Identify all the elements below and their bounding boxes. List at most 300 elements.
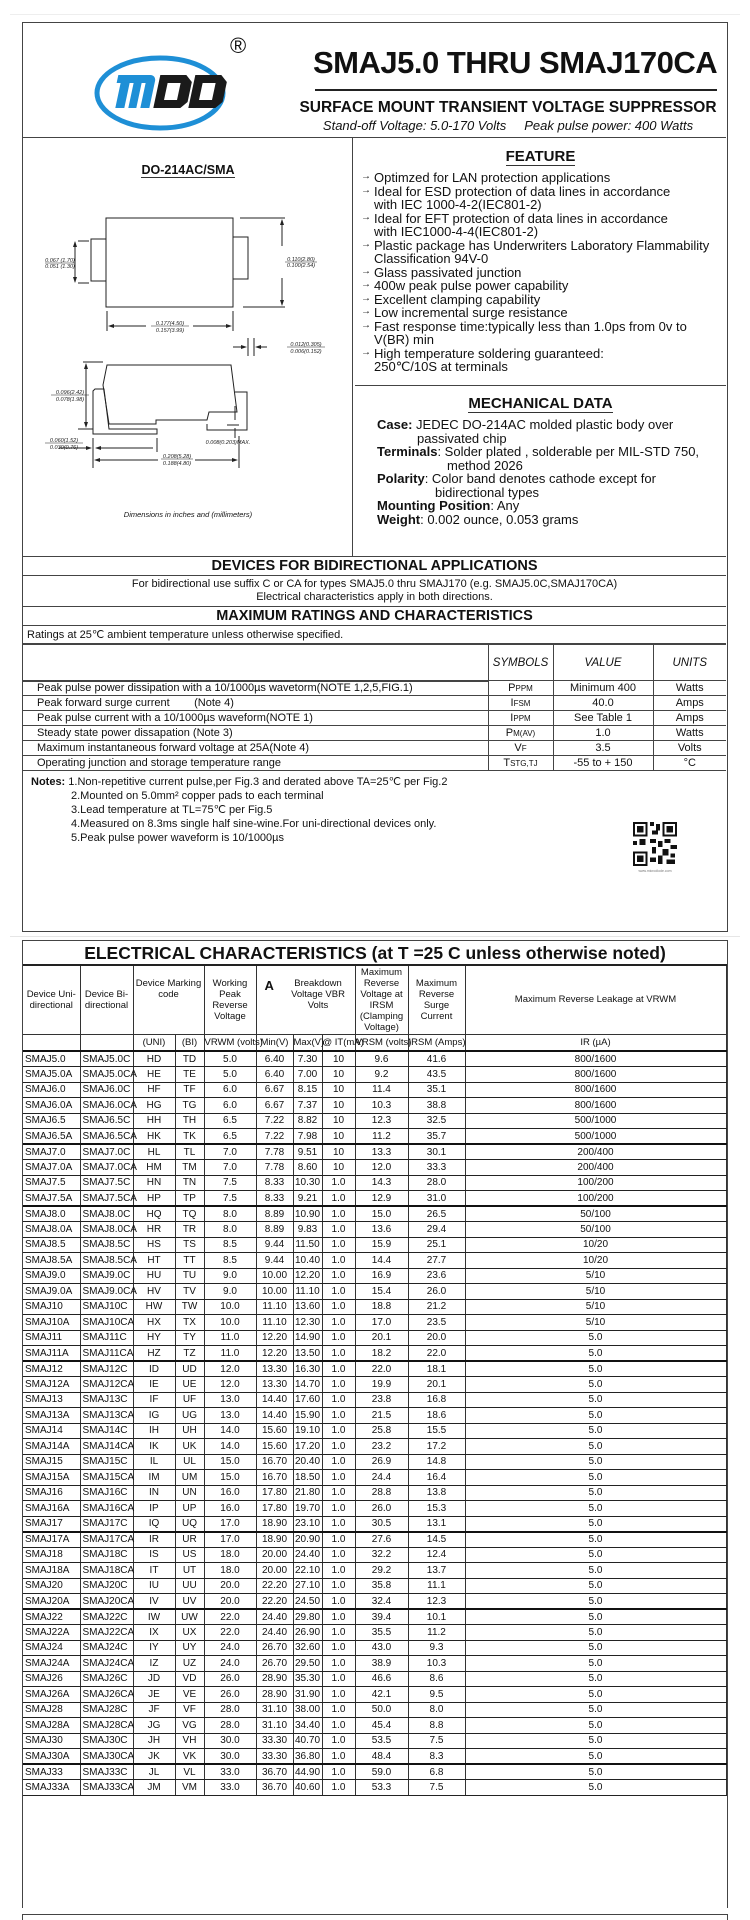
table-cell: SMAJ26C — [80, 1671, 133, 1687]
table-cell: 15.0 — [355, 1206, 408, 1222]
table-cell: 36.70 — [256, 1764, 293, 1780]
table-cell: 10/20 — [465, 1253, 726, 1269]
table-cell: 28.0 — [408, 1175, 465, 1191]
table-cell: VH — [175, 1733, 204, 1749]
table-row — [23, 1671, 726, 1687]
table-cell: HQ — [133, 1206, 175, 1222]
table-cell: 16.0 — [204, 1485, 256, 1501]
table-cell: 11.2 — [355, 1129, 408, 1145]
table-cell: 5.0 — [465, 1671, 726, 1687]
table-cell: 1.0 — [322, 1563, 355, 1579]
table-cell: 10 — [322, 1113, 355, 1129]
table-cell: SMAJ10CA — [80, 1315, 133, 1331]
dimensions-note: Dimensions in inches and (millimeters) — [123, 510, 253, 519]
title-underline — [315, 89, 717, 91]
table-cell: UT — [175, 1563, 204, 1579]
table-cell: 24.50 — [293, 1594, 322, 1610]
table-cell: TT — [175, 1253, 204, 1269]
table-cell: SMAJ33A — [23, 1780, 80, 1796]
feature-item: → Excellent clamping capability — [361, 293, 726, 307]
table-cell: SMAJ6.5 — [23, 1113, 80, 1129]
table-cell: 8.0 — [204, 1206, 256, 1222]
table-cell: 800/1600 — [465, 1051, 726, 1067]
spec-polarity: Polarity: Color band denotes cathode except for — [377, 471, 656, 486]
table-row — [23, 1299, 726, 1315]
table-cell: 29.2 — [355, 1563, 408, 1579]
table-cell: HF — [133, 1082, 175, 1098]
table-cell: 8.82 — [293, 1113, 322, 1129]
table-cell: 10 — [322, 1082, 355, 1098]
table-cell: SMAJ7.5C — [80, 1175, 133, 1191]
registered-mark: ® — [230, 33, 247, 58]
table-cell: UG — [175, 1408, 204, 1424]
table-row — [23, 1222, 726, 1238]
table-cell: 7.22 — [256, 1129, 293, 1145]
table-cell: 59.0 — [355, 1764, 408, 1780]
table-cell: 35.8 — [355, 1578, 408, 1594]
table-cell: 32.5 — [408, 1113, 465, 1129]
table-cell: 1.0 — [322, 1330, 355, 1346]
table-cell: 8.33 — [256, 1191, 293, 1207]
table-cell: SMAJ9.0 — [23, 1268, 80, 1284]
table-cell: 26.70 — [256, 1640, 293, 1656]
table-cell: IG — [133, 1408, 175, 1424]
table-cell: HY — [133, 1330, 175, 1346]
table-cell: 9.51 — [293, 1144, 322, 1160]
table-cell: 30.0 — [204, 1749, 256, 1765]
electrical-characteristics-heading: ELECTRICAL CHARACTERISTICS (at T =25 C unless otherwise noted) — [23, 941, 727, 966]
table-cell: JM — [133, 1780, 175, 1796]
table-cell: 21.2 — [408, 1299, 465, 1315]
table-cell: 41.6 — [408, 1051, 465, 1067]
table-cell: 29.50 — [293, 1656, 322, 1672]
table-cell: 32.2 — [355, 1547, 408, 1563]
table-cell: VE — [175, 1687, 204, 1703]
table-cell: 10.3 — [408, 1656, 465, 1672]
table-cell: 8.0 — [408, 1702, 465, 1718]
table-cell: SMAJ7.5A — [23, 1191, 80, 1207]
table-cell: TX — [175, 1315, 204, 1331]
ratings-row: Operating junction and storage temperature range TSTG,TJ -55 to + 150 °C — [23, 756, 726, 771]
table-cell: 29.4 — [408, 1222, 465, 1238]
table-cell: 11.2 — [408, 1625, 465, 1641]
table-cell: SMAJ6.0A — [23, 1098, 80, 1114]
dim-lead-width-min: 0.051 (1.30) — [45, 264, 75, 270]
table-row — [23, 1640, 726, 1656]
table-cell: IZ — [133, 1656, 175, 1672]
spec-mounting: Mounting Position: Any — [377, 498, 520, 513]
table-cell: 20.0 — [204, 1594, 256, 1610]
table-cell: 23.10 — [293, 1516, 322, 1532]
table-cell: UN — [175, 1485, 204, 1501]
dim-foot-length-max: 0.060(1.52) — [49, 438, 79, 444]
table-cell: 10 — [322, 1129, 355, 1145]
ratings-row: Maximum instantaneous forward voltage at 25A(Note 4) VF 3.5 Volts — [23, 741, 726, 756]
spec-weight: Weight: 0.002 ounce, 0.053 grams — [377, 511, 579, 527]
table-cell: 24.0 — [204, 1656, 256, 1672]
table-cell: 1.0 — [322, 1470, 355, 1486]
table-row — [23, 1315, 726, 1331]
table-cell: JG — [133, 1718, 175, 1734]
table-cell: 5.0 — [465, 1764, 726, 1780]
table-cell: 13.7 — [408, 1563, 465, 1579]
dim-height-min: 0.078(1.98) — [55, 397, 85, 403]
table-cell: SMAJ10A — [23, 1315, 80, 1331]
table-cell: 18.50 — [293, 1470, 322, 1486]
table-cell: IM — [133, 1470, 175, 1486]
table-cell: SMAJ6.0 — [23, 1082, 80, 1098]
table-cell: JF — [133, 1702, 175, 1718]
table-cell: 18.0 — [204, 1547, 256, 1563]
dim-body-length-max: 0.177(4.50) — [155, 321, 185, 327]
package-outline-diagram — [23, 138, 353, 556]
table-cell: 1.0 — [322, 1609, 355, 1625]
mechanical-data-panel — [355, 387, 726, 556]
table-cell: 7.30 — [293, 1051, 322, 1067]
table-cell: SMAJ22C — [80, 1609, 133, 1625]
bidirectional-heading: DEVICES FOR BIDIRECTIONAL APPLICATIONS — [23, 557, 726, 576]
table-cell: 5.0 — [465, 1423, 726, 1439]
table-cell: HK — [133, 1129, 175, 1145]
table-cell: 8.15 — [293, 1082, 322, 1098]
feature-item: → Ideal for EFT protection of data lines in accordance with IEC1000-4-4(IEC801-2) — [361, 212, 726, 239]
table-cell: 10 — [322, 1144, 355, 1160]
col-device-bi: Device Bi- directional — [80, 966, 133, 1034]
table-cell: 1.0 — [322, 1625, 355, 1641]
table-cell: IS — [133, 1547, 175, 1563]
table-cell: 13.30 — [256, 1361, 293, 1377]
table-cell: 10 — [322, 1160, 355, 1176]
package-drawing-panel — [23, 138, 353, 556]
table-cell: 26.0 — [408, 1284, 465, 1300]
product-subtitle: SURFACE MOUNT TRANSIENT VOLTAGE SUPPRESSOR — [299, 99, 717, 116]
table-cell: 5.0 — [465, 1470, 726, 1486]
table-cell: UW — [175, 1609, 204, 1625]
table-cell: 5.0 — [465, 1718, 726, 1734]
table-cell: ID — [133, 1361, 175, 1377]
table-cell: SMAJ14 — [23, 1423, 80, 1439]
table-row — [23, 1516, 726, 1532]
table-cell: 5.0 — [465, 1702, 726, 1718]
table-cell: 10 — [322, 1051, 355, 1067]
table-cell: TN — [175, 1175, 204, 1191]
table-cell: HV — [133, 1284, 175, 1300]
table-cell: 10.40 — [293, 1253, 322, 1269]
table-cell: UH — [175, 1423, 204, 1439]
note-item: 2.Mounted on 5.0mm² copper pads to each terminal — [71, 790, 324, 802]
table-cell: 6.8 — [408, 1764, 465, 1780]
dim-height-max: 0.096(2.42) — [55, 390, 85, 396]
table-cell: SMAJ9.0C — [80, 1268, 133, 1284]
table-cell: TG — [175, 1098, 204, 1114]
table-cell: 22.20 — [256, 1594, 293, 1610]
table-cell: 5.0 — [465, 1578, 726, 1594]
table-cell: SMAJ22CA — [80, 1625, 133, 1641]
table-cell: UZ — [175, 1656, 204, 1672]
table-cell: 24.40 — [256, 1625, 293, 1641]
page-top-separator — [10, 14, 740, 15]
table-cell: UF — [175, 1392, 204, 1408]
peak-pulse-power: Peak pulse power: 400 Watts — [524, 118, 694, 133]
table-cell: SMAJ14CA — [80, 1439, 133, 1455]
table-cell: 12.0 — [204, 1377, 256, 1393]
table-cell: IW — [133, 1609, 175, 1625]
table-cell: IV — [133, 1594, 175, 1610]
table-cell: SMAJ30CA — [80, 1749, 133, 1765]
table-cell: 800/1600 — [465, 1082, 726, 1098]
table-cell: 35.1 — [408, 1082, 465, 1098]
table-cell: 9.21 — [293, 1191, 322, 1207]
table-cell: SMAJ10 — [23, 1299, 80, 1315]
table-cell: 5.0 — [465, 1392, 726, 1408]
table-cell: SMAJ20C — [80, 1578, 133, 1594]
col-leakage: Maximum Reverse Leakage at VRWM — [465, 966, 726, 1034]
table-cell: 26.0 — [204, 1687, 256, 1703]
table-cell: 11.0 — [204, 1346, 256, 1362]
table-cell: 18.1 — [408, 1361, 465, 1377]
table-cell: 1.0 — [322, 1439, 355, 1455]
table-row — [23, 1067, 726, 1083]
table-cell: 1.0 — [322, 1454, 355, 1470]
table-cell: SMAJ8.5A — [23, 1253, 80, 1269]
table-cell: 5.0 — [465, 1485, 726, 1501]
table-cell: 1.0 — [322, 1671, 355, 1687]
table-cell: 12.0 — [355, 1160, 408, 1176]
table-cell: 50/100 — [465, 1206, 726, 1222]
table-cell: 1.0 — [322, 1361, 355, 1377]
table-cell: 500/1000 — [465, 1113, 726, 1129]
table-row — [23, 1237, 726, 1253]
table-cell: 22.0 — [204, 1625, 256, 1641]
table-cell: 5/10 — [465, 1284, 726, 1300]
table-cell: 15.5 — [408, 1423, 465, 1439]
col-units: UNITS — [653, 645, 726, 681]
table-cell: 5.0 — [465, 1408, 726, 1424]
table-cell: SMAJ33CA — [80, 1780, 133, 1796]
table-cell: 5.0 — [204, 1051, 256, 1067]
col-marking-code: Device Marking code — [133, 966, 204, 1034]
table-cell: 31.10 — [256, 1718, 293, 1734]
table-cell: 7.5 — [204, 1191, 256, 1207]
table-cell: SMAJ5.0C — [80, 1051, 133, 1067]
table-cell: IF — [133, 1392, 175, 1408]
table-cell: 1.0 — [322, 1547, 355, 1563]
table-cell: 34.40 — [293, 1718, 322, 1734]
table-row — [23, 1718, 726, 1734]
table-cell: 9.44 — [256, 1253, 293, 1269]
table-cell: 5.0 — [465, 1516, 726, 1532]
table-cell: 8.6 — [408, 1671, 465, 1687]
table-cell: 50.0 — [355, 1702, 408, 1718]
table-cell: 28.90 — [256, 1687, 293, 1703]
table-cell: SMAJ18C — [80, 1547, 133, 1563]
feature-item: → Glass passivated junction — [361, 266, 726, 280]
feature-panel — [355, 138, 726, 386]
col-working-peak-voltage: Working Peak Reverse Voltage — [204, 966, 256, 1034]
table-cell: 18.6 — [408, 1408, 465, 1424]
table-cell: SMAJ28C — [80, 1702, 133, 1718]
dim-lead-thickness-max: 0.012(0.305) — [290, 342, 322, 348]
table-cell: 15.0 — [204, 1454, 256, 1470]
table-cell: 1.0 — [322, 1206, 355, 1222]
table-cell: TE — [175, 1067, 204, 1083]
table-cell: IH — [133, 1423, 175, 1439]
table-cell: 5.0 — [465, 1656, 726, 1672]
dim-body-length-min: 0.157(3.99) — [155, 328, 185, 334]
table-cell: 28.90 — [256, 1671, 293, 1687]
table-cell: 6.40 — [256, 1067, 293, 1083]
table-row — [23, 1532, 726, 1548]
datasheet-header — [23, 23, 726, 138]
table-cell: 20.1 — [408, 1377, 465, 1393]
table-row — [23, 1206, 726, 1222]
datasheet-page-3-top — [22, 1914, 728, 1920]
table-cell: 1.0 — [322, 1702, 355, 1718]
table-cell: 1.0 — [322, 1346, 355, 1362]
table-cell: 1.0 — [322, 1284, 355, 1300]
table-cell: 13.6 — [355, 1222, 408, 1238]
table-cell: 17.2 — [408, 1439, 465, 1455]
table-cell: 9.5 — [408, 1687, 465, 1703]
dim-foot-length-min: 0.030(0.76) — [49, 445, 79, 451]
table-cell: 18.8 — [355, 1299, 408, 1315]
table-cell: 1.0 — [322, 1315, 355, 1331]
table-cell: 9.3 — [408, 1640, 465, 1656]
table-cell: JD — [133, 1671, 175, 1687]
table-cell: SMAJ8.0C — [80, 1206, 133, 1222]
table-row — [23, 1051, 726, 1067]
table-cell: 30.0 — [204, 1733, 256, 1749]
table-row — [23, 1501, 726, 1517]
table-cell: UY — [175, 1640, 204, 1656]
note-item: 4.Measured on 8.3ms single half sine-wine.For uni-directional devices only. — [71, 818, 437, 830]
table-cell: 33.0 — [204, 1764, 256, 1780]
table-cell: 1.0 — [322, 1749, 355, 1765]
table-cell: 25.1 — [408, 1237, 465, 1253]
table-cell: 500/1000 — [465, 1129, 726, 1145]
table-cell: 15.60 — [256, 1423, 293, 1439]
table-cell: 5.0 — [465, 1640, 726, 1656]
table-cell: 35.30 — [293, 1671, 322, 1687]
table-cell: SMAJ8.5 — [23, 1237, 80, 1253]
table-row — [23, 1625, 726, 1641]
table-cell: 10.0 — [204, 1299, 256, 1315]
table-cell: 13.0 — [204, 1392, 256, 1408]
qr-url: www.microdiode.com — [638, 869, 672, 873]
table-cell: 20.0 — [408, 1330, 465, 1346]
table-row — [23, 1609, 726, 1625]
ec-subheader-row: (UNI) (BI) VRWM (volts) Min(V) Max(V) @ IT(mA) VRSM (volts) IRSM (Amps) IR (µA) — [23, 1034, 726, 1051]
part-number-title: SMAJ5.0 THRU SMAJ170CA — [313, 45, 718, 80]
table-row — [23, 1377, 726, 1393]
dim-total-length-max: 0.208(5.28) — [162, 454, 192, 460]
table-cell: 6.0 — [204, 1098, 256, 1114]
table-cell: 1.0 — [322, 1237, 355, 1253]
table-cell: 1.0 — [322, 1687, 355, 1703]
table-cell: IR — [133, 1532, 175, 1548]
table-cell: 10.0 — [204, 1315, 256, 1331]
table-cell: SMAJ8.0CA — [80, 1222, 133, 1238]
bidirectional-section — [23, 556, 726, 873]
table-cell: TU — [175, 1268, 204, 1284]
table-cell: SMAJ11C — [80, 1330, 133, 1346]
table-cell: 16.70 — [256, 1470, 293, 1486]
table-cell: SMAJ7.0 — [23, 1144, 80, 1160]
table-cell: IP — [133, 1501, 175, 1517]
spec-terminals: Terminals: Solder plated , solderable per MIL-STD 750, — [377, 444, 700, 459]
table-cell: 26.9 — [355, 1454, 408, 1470]
table-cell: 32.60 — [293, 1640, 322, 1656]
table-row — [23, 1113, 726, 1129]
table-cell: SMAJ33C — [80, 1764, 133, 1780]
table-cell: TP — [175, 1191, 204, 1207]
table-cell: SMAJ7.0A — [23, 1160, 80, 1176]
dim-standoff: 0.008(0.203)MAX. — [205, 440, 251, 446]
table-cell: 13.8 — [408, 1485, 465, 1501]
table-cell: HN — [133, 1175, 175, 1191]
ratings-note: Ratings at 25℃ ambient temperature unless otherwise specified. — [23, 626, 726, 644]
table-cell: 8.0 — [204, 1222, 256, 1238]
table-cell: 5.0 — [465, 1439, 726, 1455]
table-row — [23, 1129, 726, 1145]
feature-item: → Fast response time:typically less than 1.0ps from 0v to V(BR) min — [361, 320, 726, 347]
table-row — [23, 1191, 726, 1207]
col-breakdown-voltage: A Breakdown Voltage VBR Volts — [256, 966, 355, 1034]
table-cell: UE — [175, 1377, 204, 1393]
table-cell: 53.3 — [355, 1780, 408, 1796]
table-cell: SMAJ12 — [23, 1361, 80, 1377]
dim-total-length-min: 0.188(4.80) — [162, 461, 192, 467]
table-cell: 5.0 — [465, 1609, 726, 1625]
table-cell: 12.30 — [293, 1315, 322, 1331]
qr-code-icon[interactable] — [633, 819, 677, 869]
table-cell: 10 — [322, 1067, 355, 1083]
table-cell: SMAJ20CA — [80, 1594, 133, 1610]
table-cell: 1.0 — [322, 1253, 355, 1269]
table-cell: 1.0 — [322, 1640, 355, 1656]
table-cell: SMAJ17C — [80, 1516, 133, 1532]
table-cell: 1.0 — [322, 1485, 355, 1501]
table-cell: 19.10 — [293, 1423, 322, 1439]
table-cell: 20.00 — [256, 1547, 293, 1563]
table-cell: SMAJ17A — [23, 1532, 80, 1548]
table-cell: HL — [133, 1144, 175, 1160]
table-cell: 12.9 — [355, 1191, 408, 1207]
table-cell: 1.0 — [322, 1222, 355, 1238]
table-cell: 50/100 — [465, 1222, 726, 1238]
table-cell: UL — [175, 1454, 204, 1470]
table-cell: 15.60 — [256, 1439, 293, 1455]
table-cell: SMAJ16 — [23, 1485, 80, 1501]
table-cell: 31.10 — [256, 1702, 293, 1718]
table-cell: 12.20 — [256, 1346, 293, 1362]
table-cell: 5.0 — [465, 1563, 726, 1579]
table-cell: 14.90 — [293, 1330, 322, 1346]
table-cell: 100/200 — [465, 1191, 726, 1207]
table-cell: 14.40 — [256, 1408, 293, 1424]
table-cell: 5.0 — [465, 1594, 726, 1610]
table-cell: SMAJ24A — [23, 1656, 80, 1672]
table-cell: UP — [175, 1501, 204, 1517]
note-item: 5.Peak pulse power waveform is 10/1000µs — [71, 832, 285, 844]
table-cell: 14.3 — [355, 1175, 408, 1191]
table-cell: SMAJ26CA — [80, 1687, 133, 1703]
table-cell: 17.0 — [355, 1315, 408, 1331]
table-cell: 1.0 — [322, 1392, 355, 1408]
table-cell: 22.0 — [204, 1609, 256, 1625]
table-cell: SMAJ7.5 — [23, 1175, 80, 1191]
table-cell: VF — [175, 1702, 204, 1718]
